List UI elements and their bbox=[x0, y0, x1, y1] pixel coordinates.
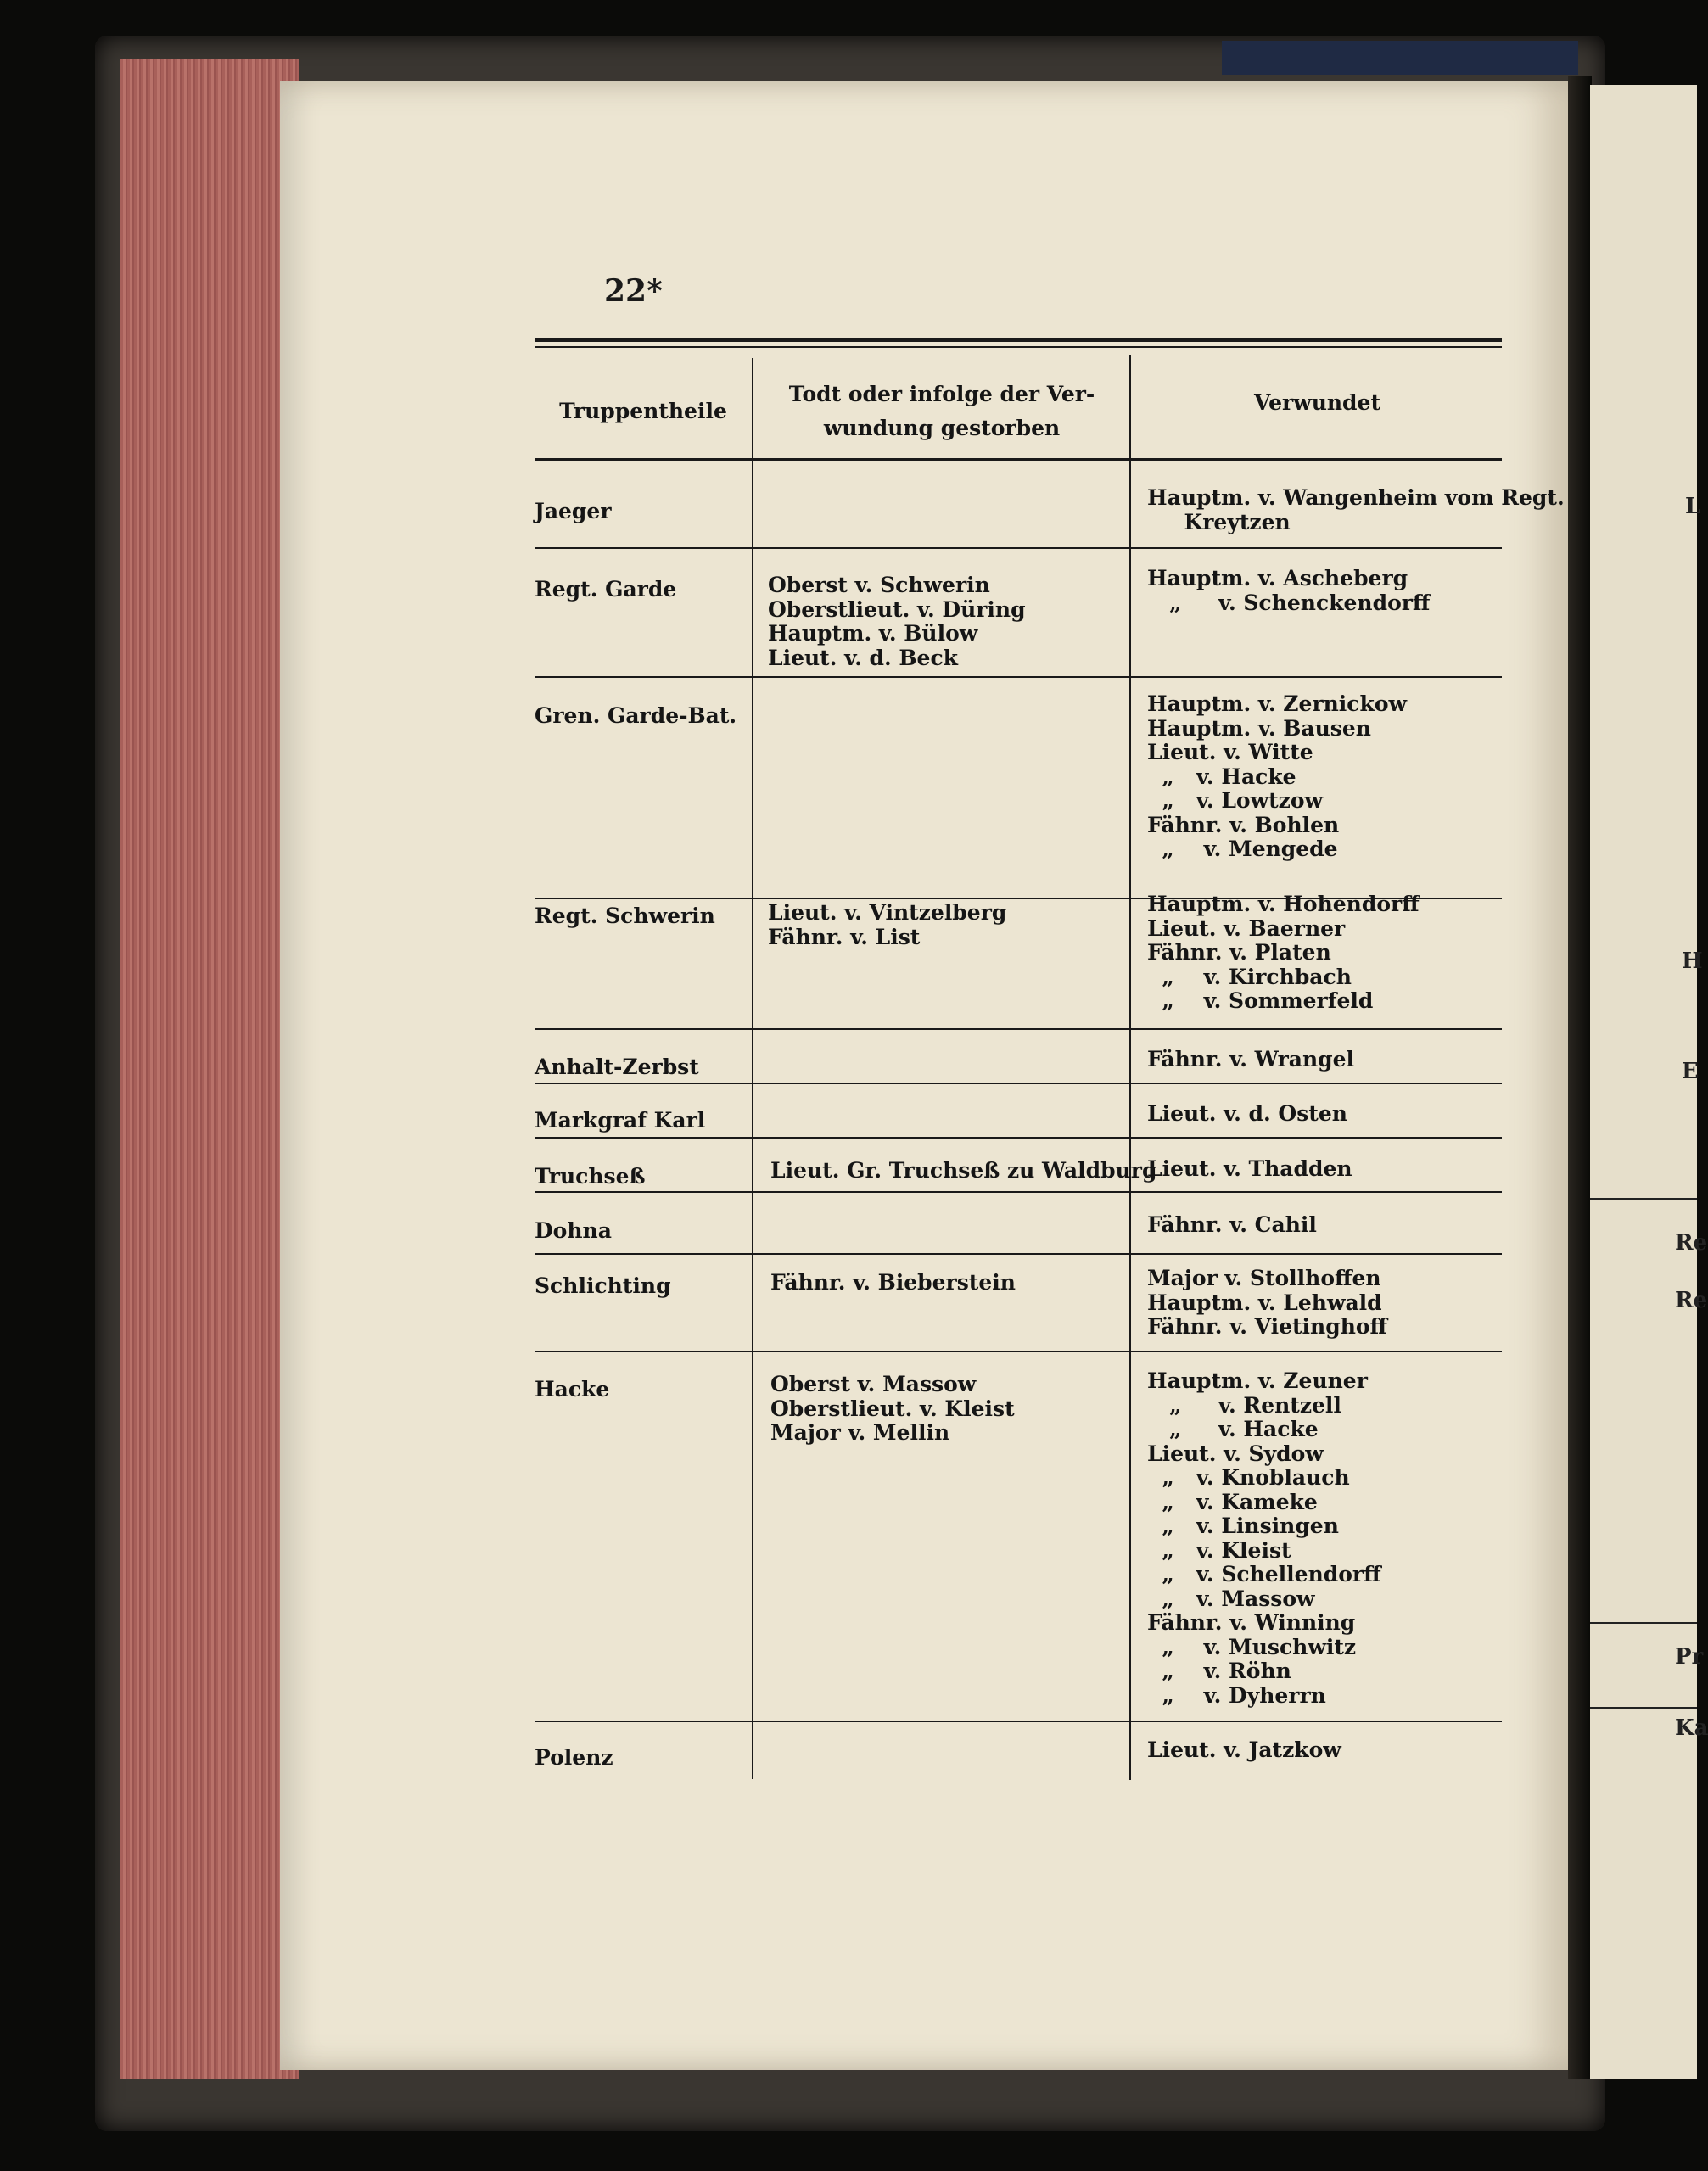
facing-rule bbox=[1590, 1622, 1697, 1624]
unit-cell: Hacke bbox=[535, 1377, 610, 1402]
wounded-cell: Hauptm. v. Hohendorff Lieut. v. Baerner Fähnr. v. Platen „ v. Kirchbach „ v. Sommerfeld bbox=[1147, 892, 1420, 1013]
row-rule bbox=[535, 1191, 1502, 1193]
facing-fragment: Re bbox=[1675, 1288, 1708, 1313]
table-top-rule bbox=[535, 338, 1502, 342]
facing-fragment: Re bbox=[1675, 1230, 1708, 1256]
facing-rule bbox=[1590, 1707, 1697, 1709]
dead-cell: Oberst v. Massow Oberstlieut. v. Kleist Major v. Mellin bbox=[770, 1372, 1015, 1445]
page-number: 22* bbox=[604, 273, 663, 309]
row-rule bbox=[535, 1028, 1502, 1030]
wounded-cell: Hauptm. v. Wangenheim vom Regt. Kreytzen bbox=[1147, 485, 1565, 534]
wounded-cell: Fähnr. v. Wrangel bbox=[1147, 1047, 1355, 1072]
wounded-cell: Lieut. v. d. Osten bbox=[1147, 1101, 1347, 1126]
wounded-cell: Fähnr. v. Cahil bbox=[1147, 1212, 1317, 1237]
row-rule bbox=[535, 1083, 1502, 1084]
header-rule bbox=[535, 458, 1502, 461]
wounded-cell: Lieut. v. Jatzkow bbox=[1147, 1737, 1341, 1762]
header-unit: Truppentheile bbox=[559, 399, 727, 423]
unit-cell: Regt. Schwerin bbox=[535, 904, 715, 928]
header-dead: Todt oder infolge der Ver- wundung gestorben bbox=[788, 382, 1095, 440]
unit-cell: Regt. Garde bbox=[535, 577, 677, 602]
unit-cell: Markgraf Karl bbox=[535, 1108, 706, 1133]
facing-fragment: E bbox=[1682, 1059, 1699, 1084]
row-rule bbox=[535, 1137, 1502, 1139]
unit-cell: Anhalt-Zerbst bbox=[535, 1055, 699, 1079]
facing-fragment: H bbox=[1682, 948, 1703, 974]
dead-cell: Lieut. Gr. Truchseß zu Waldburg bbox=[770, 1158, 1157, 1183]
facing-page bbox=[1590, 85, 1708, 2079]
column-divider bbox=[752, 358, 753, 1779]
dead-cell: Lieut. v. Vintzelberg Fähnr. v. List bbox=[768, 900, 1007, 949]
dead-cell: Fähnr. v. Bieberstein bbox=[770, 1270, 1016, 1295]
facing-rule bbox=[1590, 1198, 1697, 1200]
row-rule bbox=[535, 1253, 1502, 1255]
row-rule bbox=[535, 1721, 1502, 1722]
unit-cell: Polenz bbox=[535, 1745, 613, 1770]
row-rule bbox=[535, 1351, 1502, 1352]
unit-cell: Jaeger bbox=[535, 499, 612, 523]
facing-fragment: Pr bbox=[1675, 1644, 1704, 1670]
unit-cell: Gren. Garde-Bat. bbox=[535, 703, 737, 728]
unit-cell: Truchseß bbox=[535, 1164, 646, 1189]
facing-fragment: L bbox=[1685, 494, 1701, 519]
unit-cell: Dohna bbox=[535, 1218, 612, 1243]
cover-cloth bbox=[1222, 41, 1578, 75]
dead-cell: Oberst v. Schwerin Oberstlieut. v. Düring Hauptm. v. Bülow Lieut. v. d. Beck bbox=[768, 573, 1026, 670]
table-top-rule bbox=[535, 346, 1502, 348]
wounded-cell: Hauptm. v. Zernickow Hauptm. v. Bausen Lieut. v. Witte „ v. Hacke „ v. Lowtzow Fähnr. v. Bohlen „ v. Mengede bbox=[1147, 691, 1408, 861]
unit-cell: Schlichting bbox=[535, 1273, 671, 1298]
row-rule bbox=[535, 547, 1502, 549]
wounded-cell: Major v. Stollhoffen Hauptm. v. Lehwald Fähnr. v. Vietinghoff bbox=[1147, 1266, 1388, 1339]
book-gutter bbox=[1568, 76, 1592, 2079]
facing-fragment: Ka bbox=[1675, 1715, 1708, 1741]
page-edges bbox=[120, 59, 299, 2079]
wounded-cell: Hauptm. v. Zeuner „ v. Rentzell „ v. Hacke Lieut. v. Sydow „ v. Knoblauch „ v. Kameke „ v. Linsingen „ v. Kleist „ v. Schellendorff „ v. Massow Fähnr. v. Winning „ v. Muschwitz „ v. Röhn „ v. Dyherrn bbox=[1147, 1368, 1381, 1708]
wounded-cell: Lieut. v. Thadden bbox=[1147, 1156, 1352, 1181]
wounded-cell: Hauptm. v. Ascheberg „ v. Schenckendorff bbox=[1147, 566, 1431, 615]
column-divider bbox=[1129, 355, 1131, 1780]
header-wounded: Verwundet bbox=[1254, 390, 1380, 415]
row-rule bbox=[535, 676, 1502, 678]
